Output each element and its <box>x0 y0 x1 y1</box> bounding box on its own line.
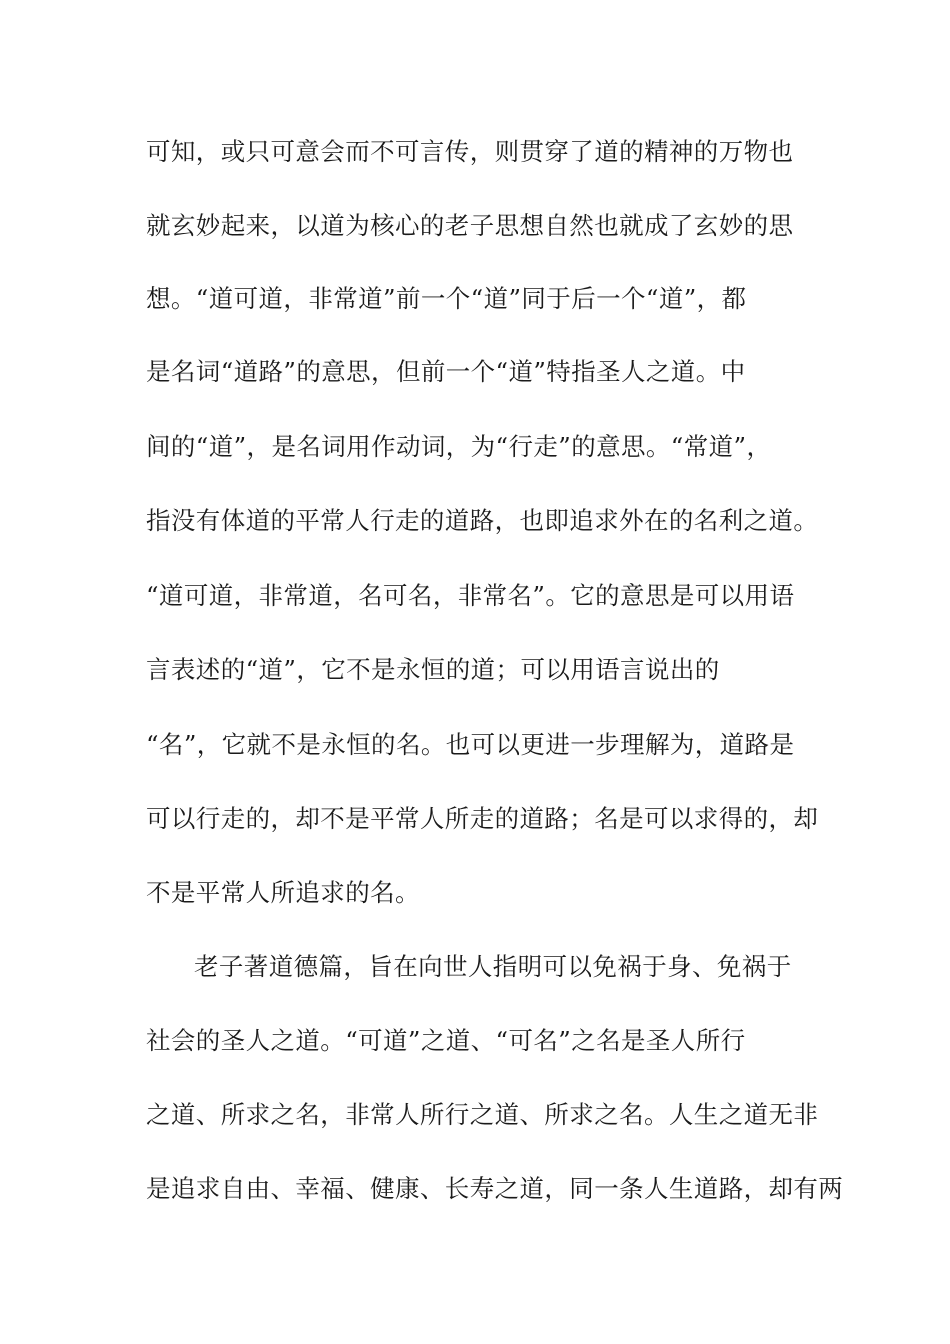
paragraph-first-line: 老子著道德篇，旨在向世人指明可以免祸于身、免祸于 <box>194 952 792 981</box>
text-line: 就玄妙起来，以道为核心的老子思想自然也就成了玄妙的思 <box>146 211 794 240</box>
text-line: “名”，它就不是永恒的名。也可以更进一步理解为，道路是 <box>146 730 795 759</box>
text-line: 指没有体道的平常人行走的道路，也即追求外在的名利之道。 <box>146 506 819 535</box>
text-line: 是名词“道路”的意思，但前一个“道”特指圣人之道。中 <box>146 357 746 386</box>
text-line: 不是平常人所追求的名。 <box>146 878 420 907</box>
text-line: 之道、所求之名，非常人所行之道、所求之名。人生之道无非 <box>146 1100 819 1129</box>
text-line: 想。“道可道，非常道”前一个“道”同于后一个“道”，都 <box>146 284 747 313</box>
text-line: 可知，或只可意会而不可言传，则贯穿了道的精神的万物也 <box>146 137 794 166</box>
text-line: 间的“道”，是名词用作动词，为“行走”的意思。“常道”， <box>146 432 772 461</box>
text-line: 社会的圣人之道。“可道”之道、“可名”之名是圣人所行 <box>146 1026 746 1055</box>
text-line: 言表述的“道”，它不是永恒的道；可以用语言说出的 <box>146 655 720 684</box>
text-line: 是追求自由、幸福、健康、长寿之道，同一条人生道路，却有两 <box>146 1174 844 1203</box>
text-line: 可以行走的，却不是平常人所走的道路；名是可以求得的，却 <box>146 804 819 833</box>
text-line: “道可道，非常道，名可名，非常名”。它的意思是可以用语 <box>146 581 795 610</box>
